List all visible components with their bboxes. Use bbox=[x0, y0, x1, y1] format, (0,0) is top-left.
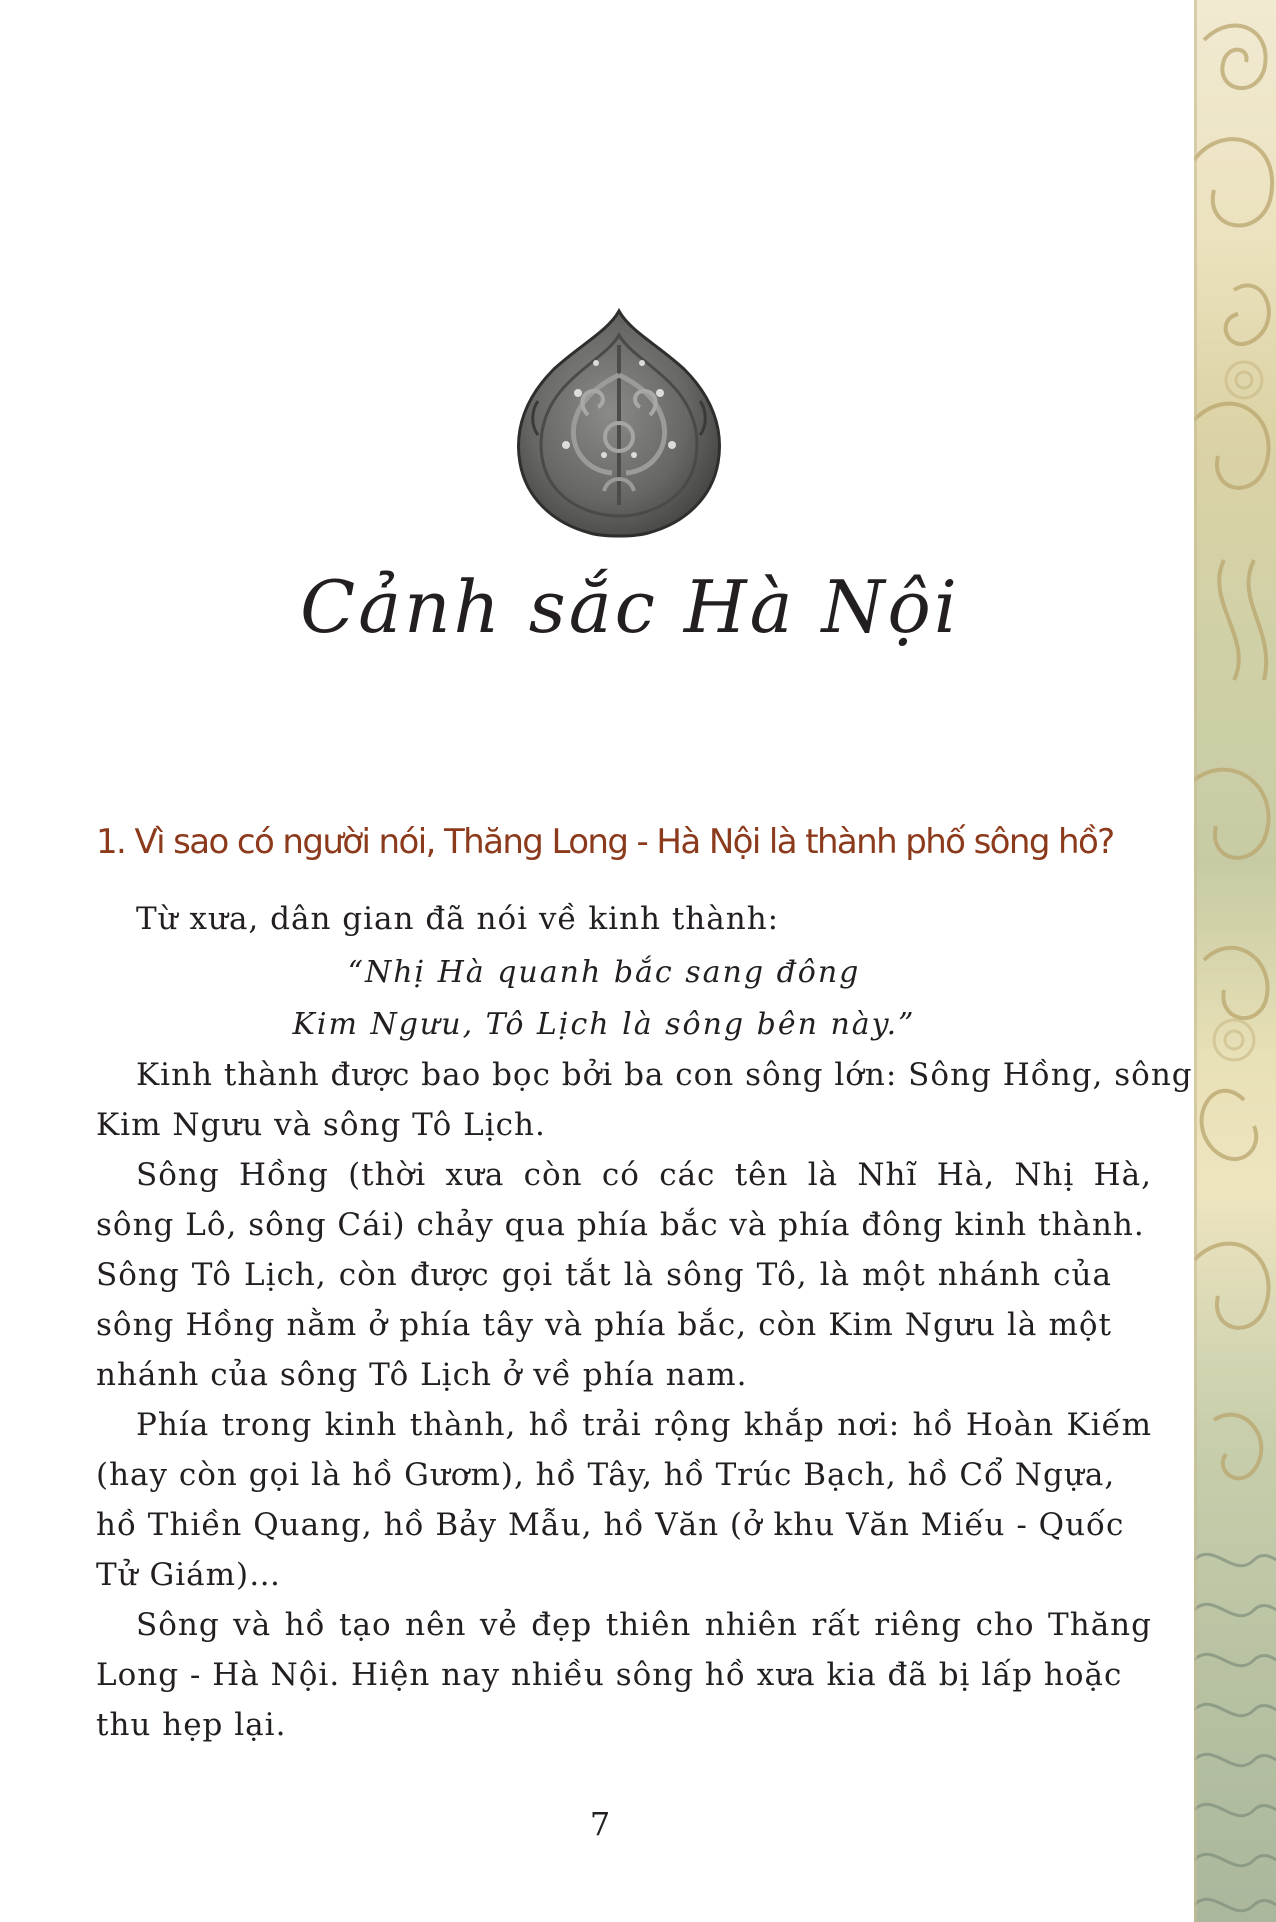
body-line: Sông Tô Lịch, còn được gọi tắt là sông Tô, là một nhánh của bbox=[96, 1257, 1112, 1293]
body-line: Phía trong kinh thành, hồ trải rộng khắp nơi: hồ Hoàn Kiếm bbox=[136, 1407, 1152, 1443]
page-number: 7 bbox=[589, 1805, 611, 1843]
body-line: sông Lô, sông Cái) chảy qua phía bắc và phía đông kinh thành. bbox=[96, 1207, 1145, 1243]
chapter-title: Cảnh sắc Hà Nội bbox=[300, 565, 960, 649]
body-line: sông Hồng nằm ở phía tây và phía bắc, còn Kim Ngưu là một bbox=[96, 1307, 1112, 1343]
decorative-side-panel bbox=[1194, 0, 1276, 1922]
body-line: nhánh của sông Tô Lịch ở về phía nam. bbox=[96, 1357, 748, 1393]
section-heading: 1. Vì sao có người nói, Thăng Long - Hà Nội là thành phố sông hồ? bbox=[96, 822, 1114, 862]
body-line: Kim Ngưu và sông Tô Lịch. bbox=[96, 1107, 546, 1143]
body-line: Từ xưa, dân gian đã nói về kinh thành: bbox=[136, 901, 780, 937]
leaf-shaped-ornament-icon bbox=[508, 305, 730, 540]
body-line: Long - Hà Nội. Hiện nay nhiều sông hồ xưa kia đã bị lấp hoặc bbox=[96, 1657, 1123, 1693]
poem-line: “Nhị Hà quanh bắc sang đông bbox=[347, 955, 861, 990]
decorative-cloud-pattern-icon bbox=[1194, 0, 1276, 1922]
body-line: (hay còn gọi là hồ Gươm), hồ Tây, hồ Trúc Bạch, hồ Cổ Ngựa, bbox=[96, 1457, 1116, 1493]
body-line: Kinh thành được bao bọc bởi ba con sông lớn: Sông Hồng, sông bbox=[136, 1057, 1193, 1093]
body-line: thu hẹp lại. bbox=[96, 1707, 287, 1743]
body-line: Sông và hồ tạo nên vẻ đẹp thiên nhiên rất riêng cho Thăng bbox=[136, 1607, 1152, 1643]
body-line: hồ Thiền Quang, hồ Bảy Mẫu, hồ Văn (ở khu Văn Miếu - Quốc bbox=[96, 1507, 1125, 1543]
poem-line: Kim Ngưu, Tô Lịch là sông bên này.” bbox=[292, 1007, 916, 1042]
body-line: Tử Giám)… bbox=[96, 1557, 282, 1593]
body-line: Sông Hồng (thời xưa còn có các tên là Nhĩ Hà, Nhị Hà, bbox=[136, 1157, 1152, 1193]
